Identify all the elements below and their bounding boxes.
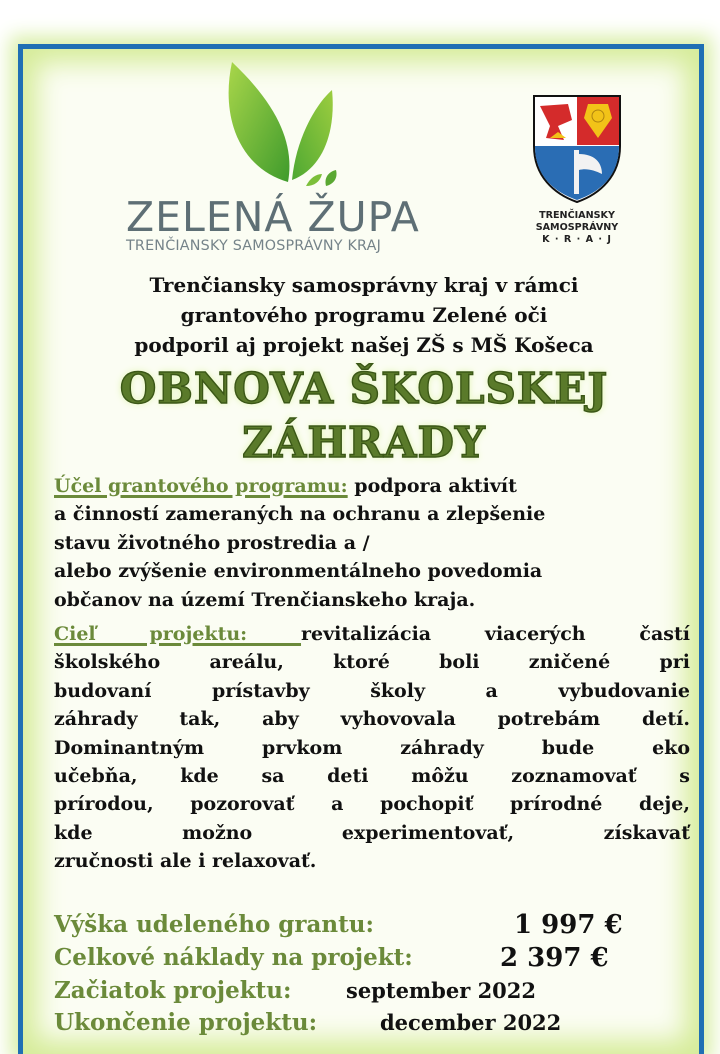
purpose-paragraph bbox=[54, 472, 690, 614]
goal-line: revitalizácia viacerých častí bbox=[301, 623, 690, 645]
goal-line: záhrady tak, aby vyhovovala potrebám detí. bbox=[54, 708, 690, 731]
coat-of-arms-line-2: SAMOSPRÁVNY bbox=[535, 222, 619, 233]
goal-label: Cieľ projektu: bbox=[54, 623, 302, 645]
fact-value: december 2022 bbox=[380, 1010, 562, 1035]
headline-line-2: ZÁHRADY bbox=[242, 418, 486, 467]
fact-value: 2 397 € bbox=[500, 943, 609, 973]
goal-line: zručnosti ale i relaxovať. bbox=[54, 850, 317, 873]
fact-label: Začiatok projektu: bbox=[54, 977, 292, 1004]
coat-of-arms-line-3: K · R · A · J bbox=[542, 234, 612, 245]
goal-line: prírodou, pozorovať a pochopiť prírodné deje, bbox=[54, 793, 690, 816]
goal-line: Dominantným prvkom záhrady bude eko bbox=[54, 736, 690, 759]
green-leaves-icon bbox=[120, 58, 430, 198]
fact-total-cost bbox=[54, 941, 694, 975]
intro-line: grantového programu Zelené oči bbox=[180, 303, 548, 327]
intro-line: Trenčiansky samosprávny kraj v rámci bbox=[149, 273, 579, 297]
fact-label: Ukončenie projektu: bbox=[54, 1009, 318, 1036]
purpose-line: a činností zameraných na ochranu a zlepšenie bbox=[54, 503, 546, 526]
fact-grant-amount bbox=[54, 908, 694, 942]
goal-line: kde možno experimentovať, získavať bbox=[54, 821, 690, 844]
intro-text bbox=[40, 270, 688, 360]
purpose-label: Účel grantového programu: bbox=[54, 475, 348, 497]
goal-paragraph bbox=[54, 620, 690, 876]
purpose-line: alebo zvýšenie environmentálneho povedomia bbox=[54, 560, 543, 583]
fact-label: Celkové náklady na projekt: bbox=[54, 944, 413, 971]
purpose-line: podpora aktivít bbox=[347, 475, 517, 497]
purpose-line: občanov na území Trenčianskeho kraja. bbox=[54, 588, 476, 611]
goal-line: školského areálu, ktoré boli zničené pri bbox=[54, 651, 690, 674]
coat-of-arms-line-1: TRENČIANSKY bbox=[539, 210, 615, 221]
coat-of-arms bbox=[528, 92, 626, 252]
fact-end bbox=[54, 1006, 694, 1040]
purpose-line: stavu životného prostredia a / bbox=[54, 531, 370, 554]
intro-line: podporil aj projekt našej ZŠ s MŠ Košeca bbox=[134, 333, 594, 357]
fact-value: september 2022 bbox=[346, 978, 537, 1003]
fact-value: 1 997 € bbox=[514, 910, 623, 940]
fact-label: Výška udeleného grantu: bbox=[54, 911, 374, 938]
logo-title: ZELENÁ ŽUPA bbox=[126, 193, 420, 241]
fact-start bbox=[54, 974, 694, 1008]
zelena-zupa-logo bbox=[120, 58, 430, 258]
coat-of-arms-icon bbox=[528, 92, 626, 204]
logo-subtitle: TRENČIANSKY SAMOSPRÁVNY KRAJ bbox=[126, 238, 381, 254]
goal-line: budovaní prístavby školy a vybudovanie bbox=[54, 679, 690, 702]
headline-line-1: OBNOVA ŠKOLSKEJ bbox=[119, 364, 609, 413]
goal-line: učebňa, kde sa deti môžu zoznamovať s bbox=[54, 765, 690, 788]
